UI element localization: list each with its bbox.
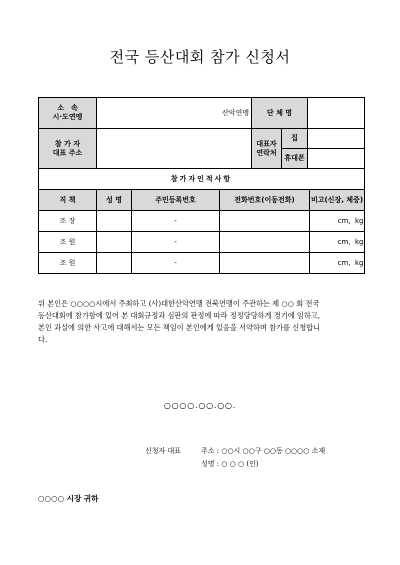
id-number-cell[interactable]: -	[132, 211, 220, 232]
contact-label: 대표자 연락처	[252, 129, 282, 169]
application-date: ○○○○.○○.○○.	[163, 401, 237, 410]
name-cell[interactable]	[97, 211, 132, 232]
mobile-label: 휴대폰	[282, 149, 308, 169]
column-header: 성 명	[97, 190, 132, 211]
pledge-line: 위 본인은 ○○○○시에서 주최하고 (사)대한산악연맹 전북연맹이 주관하는 제 ○○ 회 전국	[38, 299, 320, 308]
pledge-line: 다.	[38, 335, 48, 344]
role-cell: 조 원	[39, 253, 97, 274]
name-cell[interactable]	[97, 232, 132, 253]
table-row	[39, 211, 365, 232]
column-header: 직 책	[39, 190, 97, 211]
team-name-label: 단 체 명	[252, 98, 308, 129]
height-weight-cell[interactable]: cm, kg	[310, 253, 365, 274]
phone-cell[interactable]	[220, 211, 310, 232]
id-number-cell[interactable]: -	[132, 232, 220, 253]
home-phone-value[interactable]	[308, 129, 365, 149]
addressee: ○○○○ 시장 귀하	[38, 494, 99, 503]
role-cell: 조 원	[39, 232, 97, 253]
column-header: 주민등록번호	[132, 190, 220, 211]
applicant-info-table	[38, 97, 365, 129]
document-title: 전국 등산대회 참가 신청서	[109, 48, 291, 66]
pledge-line: 등산대회에 참가함에 있어 본 대회규정과 심판의 판정에 따라 정정당당하게 경기에 임하고,	[38, 311, 321, 320]
column-header: 전화번호(이동전화)	[220, 190, 310, 211]
phone-cell[interactable]	[220, 253, 310, 274]
table-row	[39, 232, 365, 253]
pledge-paragraph	[38, 298, 364, 346]
section-header: 참가자인적사항	[39, 169, 365, 190]
representative-address-label: 참 가 자 대표 주소	[39, 129, 97, 169]
participants-table	[38, 168, 365, 274]
home-phone-label: 집	[282, 129, 308, 149]
applicant-label: 신청자 대표	[145, 447, 182, 455]
id-number-cell[interactable]: -	[132, 253, 220, 274]
name-cell[interactable]	[97, 253, 132, 274]
affiliation-value: 산악연맹	[97, 98, 252, 129]
table-row	[39, 253, 365, 274]
pledge-line: 본인 과실에 의한 사고에 대해서는 모든 책임이 본인에게 있음을 서약하며 참가를 신청합니	[38, 323, 321, 332]
representative-address-value[interactable]	[97, 129, 252, 169]
team-name-value[interactable]	[308, 98, 365, 129]
mobile-value[interactable]	[308, 149, 365, 169]
phone-cell[interactable]	[220, 232, 310, 253]
representative-table	[38, 128, 365, 169]
height-weight-cell[interactable]: cm, kg	[310, 232, 365, 253]
height-weight-cell[interactable]: cm, kg	[310, 211, 365, 232]
applicant-name: 성명 : ○ ○ ○ (인)	[201, 460, 259, 468]
column-header: 비고(신장, 체중)	[310, 190, 365, 211]
affiliation-label: 소 속 시·도연맹	[39, 98, 97, 129]
applicant-address: 주소 : ○○시 ○○구 ○○동 ○○○○ 소재	[201, 447, 326, 455]
role-cell: 조 장	[39, 211, 97, 232]
